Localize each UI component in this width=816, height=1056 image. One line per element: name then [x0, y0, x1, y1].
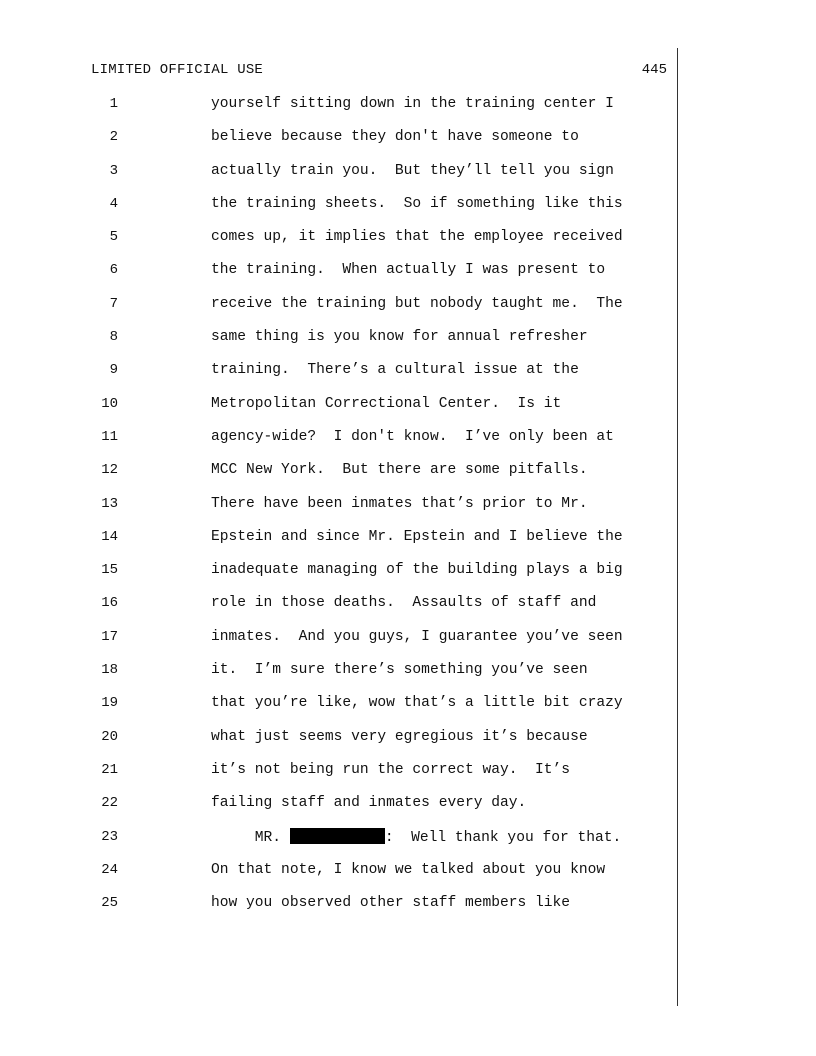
line-number: 2	[109, 129, 118, 146]
line-number: 18	[101, 662, 118, 679]
transcript-line	[0, 162, 700, 195]
line-text: training. There’s a cultural issue at the	[211, 362, 579, 379]
transcript-line	[0, 328, 700, 361]
transcript-line	[0, 261, 700, 294]
transcript-line	[0, 794, 700, 827]
transcript-line	[0, 728, 700, 761]
line-text: Epstein and since Mr. Epstein and I believe the	[211, 528, 623, 545]
transcript-line	[0, 395, 700, 428]
line-text: the training sheets. So if something like this	[211, 195, 623, 212]
transcript-line	[0, 828, 700, 861]
transcript-line	[0, 528, 700, 561]
speaker-prefix: MR.	[211, 829, 290, 846]
transcript-line	[0, 561, 700, 594]
page-number: 445	[641, 62, 667, 78]
transcript-line	[0, 195, 700, 228]
line-text: it. I’m sure there’s something you’ve seen	[211, 662, 588, 679]
line-number: 6	[109, 262, 118, 279]
line-number: 3	[109, 162, 118, 179]
line-number: 23	[101, 828, 118, 845]
transcript-line	[0, 761, 700, 794]
line-number: 22	[101, 795, 118, 812]
line-text: failing staff and inmates every day.	[211, 795, 527, 812]
transcript-line	[0, 694, 700, 727]
line-text: the training. When actually I was present to	[211, 262, 606, 279]
transcript-line	[0, 495, 700, 528]
line-number: 17	[101, 628, 118, 645]
transcript-line	[0, 594, 700, 627]
line-text: how you observed other staff members like	[211, 895, 571, 912]
line-number: 14	[101, 528, 118, 545]
line-number: 20	[101, 728, 118, 745]
line-text: inmates. And you guys, I guarantee you’ve seen	[211, 628, 623, 645]
transcript-line	[0, 628, 700, 661]
line-text: yourself sitting down in the training center I	[211, 96, 614, 112]
transcript-line	[0, 461, 700, 494]
transcript-line	[0, 861, 700, 894]
line-text: MCC New York. But there are some pitfalls.	[211, 462, 588, 479]
transcript-line	[0, 95, 700, 128]
line-number: 21	[101, 761, 118, 778]
line-number: 1	[109, 96, 118, 112]
line-text: what just seems very egregious it’s because	[211, 728, 588, 745]
line-number: 8	[109, 329, 118, 346]
line-number: 19	[101, 695, 118, 712]
line-number: 4	[109, 195, 118, 212]
redaction-box	[290, 828, 385, 844]
line-text: receive the training but nobody taught me. The	[211, 295, 623, 312]
line-text	[211, 828, 621, 847]
line-text: There have been inmates that’s prior to Mr.	[211, 495, 588, 512]
header-classification: LIMITED OFFICIAL USE	[91, 62, 264, 78]
line-number: 25	[101, 895, 118, 912]
line-text: same thing is you know for annual refresher	[211, 329, 588, 346]
line-text: On that note, I know we talked about you know	[211, 861, 606, 878]
transcript-line	[0, 894, 700, 927]
speaker-suffix: : Well thank you for that.	[384, 829, 622, 846]
line-number: 5	[109, 229, 118, 246]
line-text: role in those deaths. Assaults of staff and	[211, 595, 597, 612]
line-number: 15	[101, 562, 118, 579]
line-number: 7	[109, 295, 118, 312]
line-text: agency-wide? I don't know. I’ve only been at	[211, 428, 614, 445]
transcript-line	[0, 228, 700, 261]
transcript-line	[0, 128, 700, 161]
transcript-line	[0, 295, 700, 328]
line-number: 11	[101, 428, 118, 445]
line-number: 9	[109, 362, 118, 379]
line-number: 16	[101, 595, 118, 612]
transcript-line	[0, 661, 700, 694]
line-number: 24	[101, 861, 118, 878]
transcript-line	[0, 428, 700, 461]
line-text: actually train you. But they’ll tell you sign	[211, 162, 614, 179]
line-text: comes up, it implies that the employee received	[211, 229, 623, 246]
line-text: that you’re like, wow that’s a little bit crazy	[211, 695, 623, 712]
line-number: 13	[101, 495, 118, 512]
line-text: believe because they don't have someone to	[211, 129, 579, 146]
line-number: 10	[101, 395, 118, 412]
transcript-line	[0, 361, 700, 394]
line-number: 12	[101, 462, 118, 479]
line-text: it’s not being run the correct way. It’s	[211, 761, 571, 778]
transcript-body	[0, 95, 700, 927]
line-text: inadequate managing of the building plays a big	[211, 562, 623, 579]
line-text: Metropolitan Correctional Center. Is it	[211, 395, 562, 412]
